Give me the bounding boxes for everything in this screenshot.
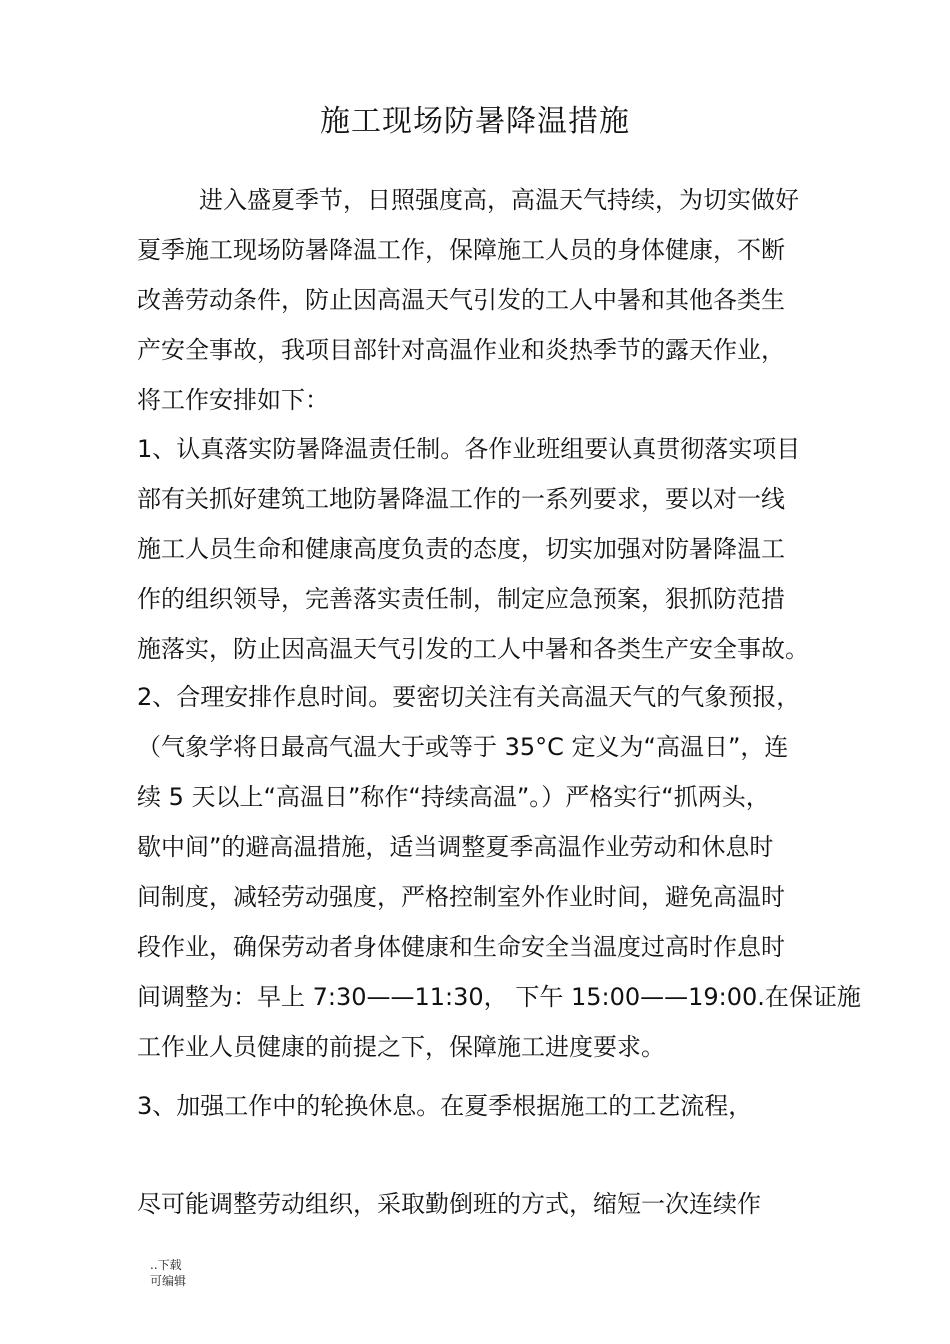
- section-1-line-2: 部有关抓好建筑工地防暑降温工作的一系列要求，要以对一线: [137, 485, 785, 513]
- paragraph-line-intro-5: 将工作安排如下：: [137, 386, 329, 414]
- paragraph-line-intro-1: 进入盛夏季节，日照强度高，高温天气持续，为切实做好: [199, 186, 799, 214]
- paragraph-line-intro-4: 产安全事故，我项目部针对高温作业和炎热季节的露天作业，: [137, 336, 785, 364]
- section-1-line-3: 施工人员生命和健康高度负责的态度，切实加强对防暑降温工: [137, 535, 785, 563]
- section-2-line-8: 工作业人员健康的前提之下，保障施工进度要求。: [137, 1033, 665, 1061]
- footer-download-label: ..下载: [150, 1258, 182, 1272]
- section-2-line-2: （气象学将日最高气温大于或等于 35°C 定义为“高温日”，连: [137, 733, 789, 761]
- section-1-line-1: 1、认真落实防暑降温责任制。各作业班组要认真贯彻落实项目: [137, 435, 801, 463]
- document-title: 施工现场防暑降温措施: [320, 104, 630, 139]
- section-3-line-1: 3、加强工作中的轮换休息。在夏季根据施工的工艺流程，: [137, 1092, 753, 1120]
- paragraph-line-intro-2: 夏季施工现场防暑降温工作，保障施工人员的身体健康，不断: [137, 236, 785, 264]
- section-1-line-5: 施落实，防止因高温天气引发的工人中暑和各类生产安全事故。: [137, 635, 809, 663]
- footer-editable-label: 可编辑: [150, 1274, 187, 1288]
- section-2-line-3: 续 5 天以上“高温日”称作“持续高温”。）严格实行“抓两头，: [137, 783, 770, 811]
- section-2-line-4: 歇中间”的避高温措施，适当调整夏季高温作业劳动和休息时: [137, 833, 774, 861]
- section-2-line-5: 间制度，减轻劳动强度，严格控制室外作业时间，避免高温时: [137, 883, 785, 911]
- section-2-line-1: 2、合理安排作息时间。要密切关注有关高温天气的气象预报，: [137, 683, 801, 711]
- section-2-line-6: 段作业，确保劳动者身体健康和生命安全当温度过高时作息时: [137, 933, 785, 961]
- section-1-line-4: 作的组织领导，完善落实责任制，制定应急预案，狠抓防范措: [137, 585, 785, 613]
- section-2-line-7: 间调整为：早上 7:30——11:30， 下午 15:00——19:00.在保证施: [137, 983, 861, 1011]
- paragraph-line-intro-3: 改善劳动条件，防止因高温天气引发的工人中暑和其他各类生: [137, 286, 785, 314]
- section-3-line-2: 尽可能调整劳动组织，采取勤倒班的方式，缩短一次连续作: [137, 1190, 761, 1218]
